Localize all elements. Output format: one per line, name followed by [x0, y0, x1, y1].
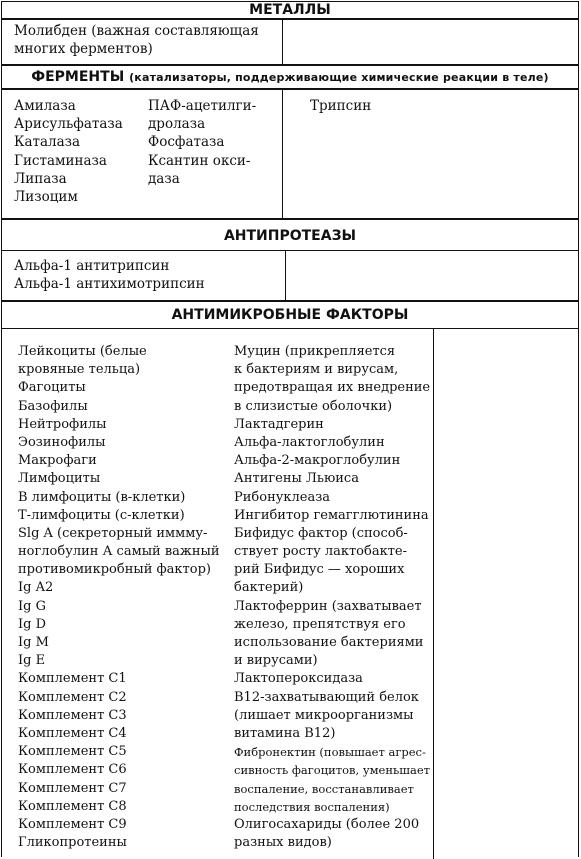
list-item: железо, препятствуя его	[234, 616, 406, 632]
list-item: витамина В12)	[234, 725, 336, 741]
list-item: разных видов)	[234, 835, 332, 851]
list-item: Комплемент С2	[18, 689, 127, 705]
list-item: Амилаза	[14, 98, 76, 114]
list-item: Молибден (важная составляющая	[14, 23, 259, 39]
divider	[1, 218, 579, 220]
metals-col1	[14, 22, 259, 58]
list-item: Т-лимфоциты (с-клетки)	[18, 507, 185, 523]
list-item: бактерий)	[234, 580, 304, 596]
list-item: Комплемент С7	[18, 780, 127, 796]
enzymes-col3	[310, 97, 371, 115]
column-divider	[282, 89, 283, 219]
list-item: Альфа-1 антитрипсин	[14, 258, 170, 274]
antimicrobial-title: АНТИМИКРОБНЫЕ ФАКТОРЫ	[171, 307, 409, 323]
list-item: Комплемент С8	[18, 798, 127, 814]
list-item: даза	[148, 170, 180, 187]
list-item: Лизоцим	[14, 188, 78, 205]
list-item: Альфа-2-макроглобулин	[234, 453, 401, 469]
column-divider	[433, 329, 434, 859]
enzymes-title: ФЕРМЕНТЫ	[31, 69, 125, 85]
list-item: Нейтрофилы	[18, 416, 107, 432]
column-divider	[282, 19, 283, 65]
list-item: Гистаминаза	[14, 152, 107, 169]
list-item: Гликопротеины	[18, 835, 127, 851]
divider	[1, 250, 579, 251]
list-item: Олигосахариды (более 200	[234, 816, 420, 832]
list-item: предотвращая их внедрение	[234, 380, 431, 396]
list-item: Лактопероксидаза	[234, 671, 363, 687]
list-item: Фибронектин (повышает агрес-	[234, 745, 426, 760]
list-item: Рибонуклеаза	[234, 489, 331, 505]
list-item: Ингибитор гемагглютинина	[234, 507, 429, 523]
list-item: Фагоциты	[18, 380, 86, 396]
list-item: многих ферментов)	[14, 41, 153, 58]
divider	[1, 300, 579, 302]
list-item: Эозинофилы	[18, 434, 106, 450]
list-item: Ig A2	[18, 580, 54, 596]
divider	[1, 18, 579, 20]
list-item: сивность фагоцитов, уменьшает	[234, 763, 430, 778]
list-item: Трипсин	[310, 98, 372, 114]
list-item: Ксантин окси-	[148, 152, 251, 169]
enzymes-header	[1, 68, 579, 87]
list-item: В12-захватывающий белок	[234, 689, 419, 705]
list-item: Комплемент С6	[18, 762, 127, 778]
list-item: Ig E	[18, 653, 46, 669]
list-item: к бактериям и вирусам,	[234, 362, 399, 378]
list-item: Альфа-лактоглобулин	[234, 434, 385, 450]
metals-title: МЕТАЛЛЫ	[249, 2, 331, 18]
list-item: Каталаза	[14, 134, 81, 151]
list-item: Ig G	[18, 598, 46, 614]
list-item: ноглобулин А самый важный	[18, 544, 220, 560]
divider	[1, 88, 579, 90]
list-item: (лишает микроорганизмы	[234, 707, 414, 723]
list-item: Макрофаги	[18, 453, 97, 469]
list-item: кровяные тельца)	[18, 362, 141, 378]
list-item: Комплемент С5	[18, 744, 127, 760]
enzymes-subtitle: (катализаторы, поддерживающие химические реакции в теле)	[129, 71, 549, 84]
antiproteases-header	[1, 227, 579, 245]
list-item: Лактоферрин (захватывает	[234, 598, 422, 614]
list-item: Антигены Льюиса	[234, 471, 359, 487]
list-item: воспаление, восстанавливает	[234, 781, 414, 796]
antiproteases-title: АНТИПРОТЕАЗЫ	[223, 228, 357, 244]
enzymes-col1	[14, 97, 123, 206]
divider	[1, 328, 579, 329]
list-item: использование бактериями	[234, 635, 424, 650]
list-item: Фосфатаза	[148, 134, 225, 151]
list-item: Комплемент С9	[18, 816, 127, 832]
antimicrobial-col1	[18, 343, 220, 852]
antimicrobial-col2	[234, 343, 430, 852]
list-item: рий Бифидус — хороших	[234, 562, 405, 578]
list-item: Комплемент С1	[18, 671, 127, 687]
enzymes-col2	[148, 97, 256, 188]
list-item: Slg A (секреторный иммму-	[18, 525, 208, 541]
list-item: Базофилы	[18, 398, 88, 414]
list-item: Альфа-1 антихимотрипсин	[14, 276, 205, 293]
antimicrobial-header	[1, 306, 579, 324]
list-item: В лимфоциты (в-клетки)	[18, 489, 186, 505]
list-item: Лейкоциты (белые	[18, 344, 147, 359]
list-item: Ig D	[18, 616, 47, 632]
list-item: и вирусами)	[234, 653, 318, 669]
list-item: Лимфоциты	[18, 471, 101, 487]
list-item: противомикробный фактор)	[18, 562, 211, 578]
list-item: Лактадгерин	[234, 416, 324, 432]
list-item: дролаза	[148, 116, 206, 133]
list-item: в слизистые оболочки)	[234, 398, 393, 414]
list-item: Арисульфатаза	[14, 116, 123, 133]
divider	[1, 64, 579, 66]
list-item: последствия воспаления)	[234, 799, 390, 814]
list-item: Липаза	[14, 170, 67, 187]
list-item: Муцин (прикрепляется	[234, 344, 396, 359]
metals-header	[1, 1, 579, 19]
antiproteases-col1	[14, 257, 205, 293]
list-item: Комплемент С3	[18, 707, 127, 723]
list-item: Бифидус фактор (способ-	[234, 525, 408, 541]
list-item: ствует росту лактобакте-	[234, 544, 407, 560]
list-item: Ig M	[18, 635, 49, 650]
list-item: Комплемент С4	[18, 725, 127, 741]
list-item: ПАФ-ацетилги-	[148, 98, 257, 114]
column-divider	[285, 251, 286, 301]
